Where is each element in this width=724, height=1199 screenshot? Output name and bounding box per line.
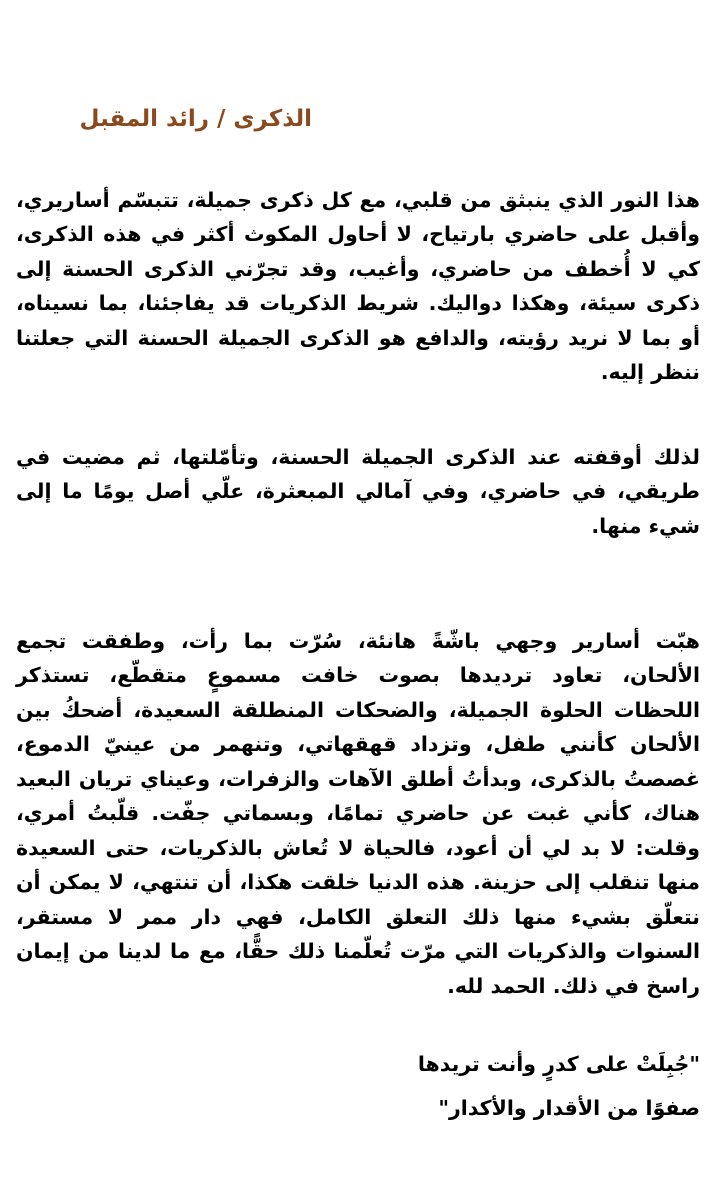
paragraph-3: هبّت أسارير وجهي باشّةً هانئة، سُرّت بما رأت، وطفقت تجمع الألحان، تعاود ترديدها بصوت خافت مسموعٍ متقطّع، تستذكر اللحظات الحلوة الجميلة، والضحكات المنطلقة السعيدة، أضحكُ بين الألحان كأنني طفل، وتزداد قهقهاتي، وتنهمر من عينيّ الدموع، غصصتُ بالذكرى، وبدأتُ أطلق الآهات والزفرات، وعيناي تريان البعيد هناك، كأني غبت عن حاضري تمامًا، وبسماتي جفّت. قلّبتُ أمري، وقلت: لا بد لي أن أعود، فالحياة لا تُعاش بالذكريات، حتى السعيدة منها تنقلب إلى حزينة. هذه الدنيا خلقت هكذا، أن تنتهي، لا يمكن أن نتعلّق بشيء منها ذلك التعلق الكامل، فهي دار ممر لا مستقر، السنوات والذكريات التي مرّت تُعلّمنا ذلك حقًّا، مع ما لدينا من إيمان راسخ في ذلك. الحمد لله.	[16, 628, 700, 998]
verse-line-1: "جُبِلَتْ على كدرٍ وأنت تريدها	[417, 1052, 700, 1076]
paragraph-2: لذلك أوقفته عند الذكرى الجميلة الحسنة، وتأمّلتها، ثم مضيت في طريقي، في حاضري، وفي آمالي المبعثرة، علّي أصل يومًا ما إلى شيء منها.	[16, 444, 700, 538]
document-title: الذكرى / رائد المقبل	[79, 106, 312, 132]
paragraph-1: هذا النور الذي ينبثق من قلبي، مع كل ذكرى جميلة، تتبسّم أساريري، وأقبل على حاضري بارتياح، لا أحاول المكوث أكثر في هذه الذكرى، كي لا أُخطف من حاضري، وأغيب، وقد تجرّني الذكرى الحسنة إلى ذكرى سيئة، وهكذا دواليك. شريط الذكريات قد يفاجئنا، بما نسيناه، أو بما لا نريد رؤيته، والدافع هو الذكرى الجميلة الحسنة التي جعلتنا ننظر إليه.	[16, 187, 700, 384]
verse-line-2: صفوًا من الأقدار والأكدار"	[438, 1096, 700, 1120]
